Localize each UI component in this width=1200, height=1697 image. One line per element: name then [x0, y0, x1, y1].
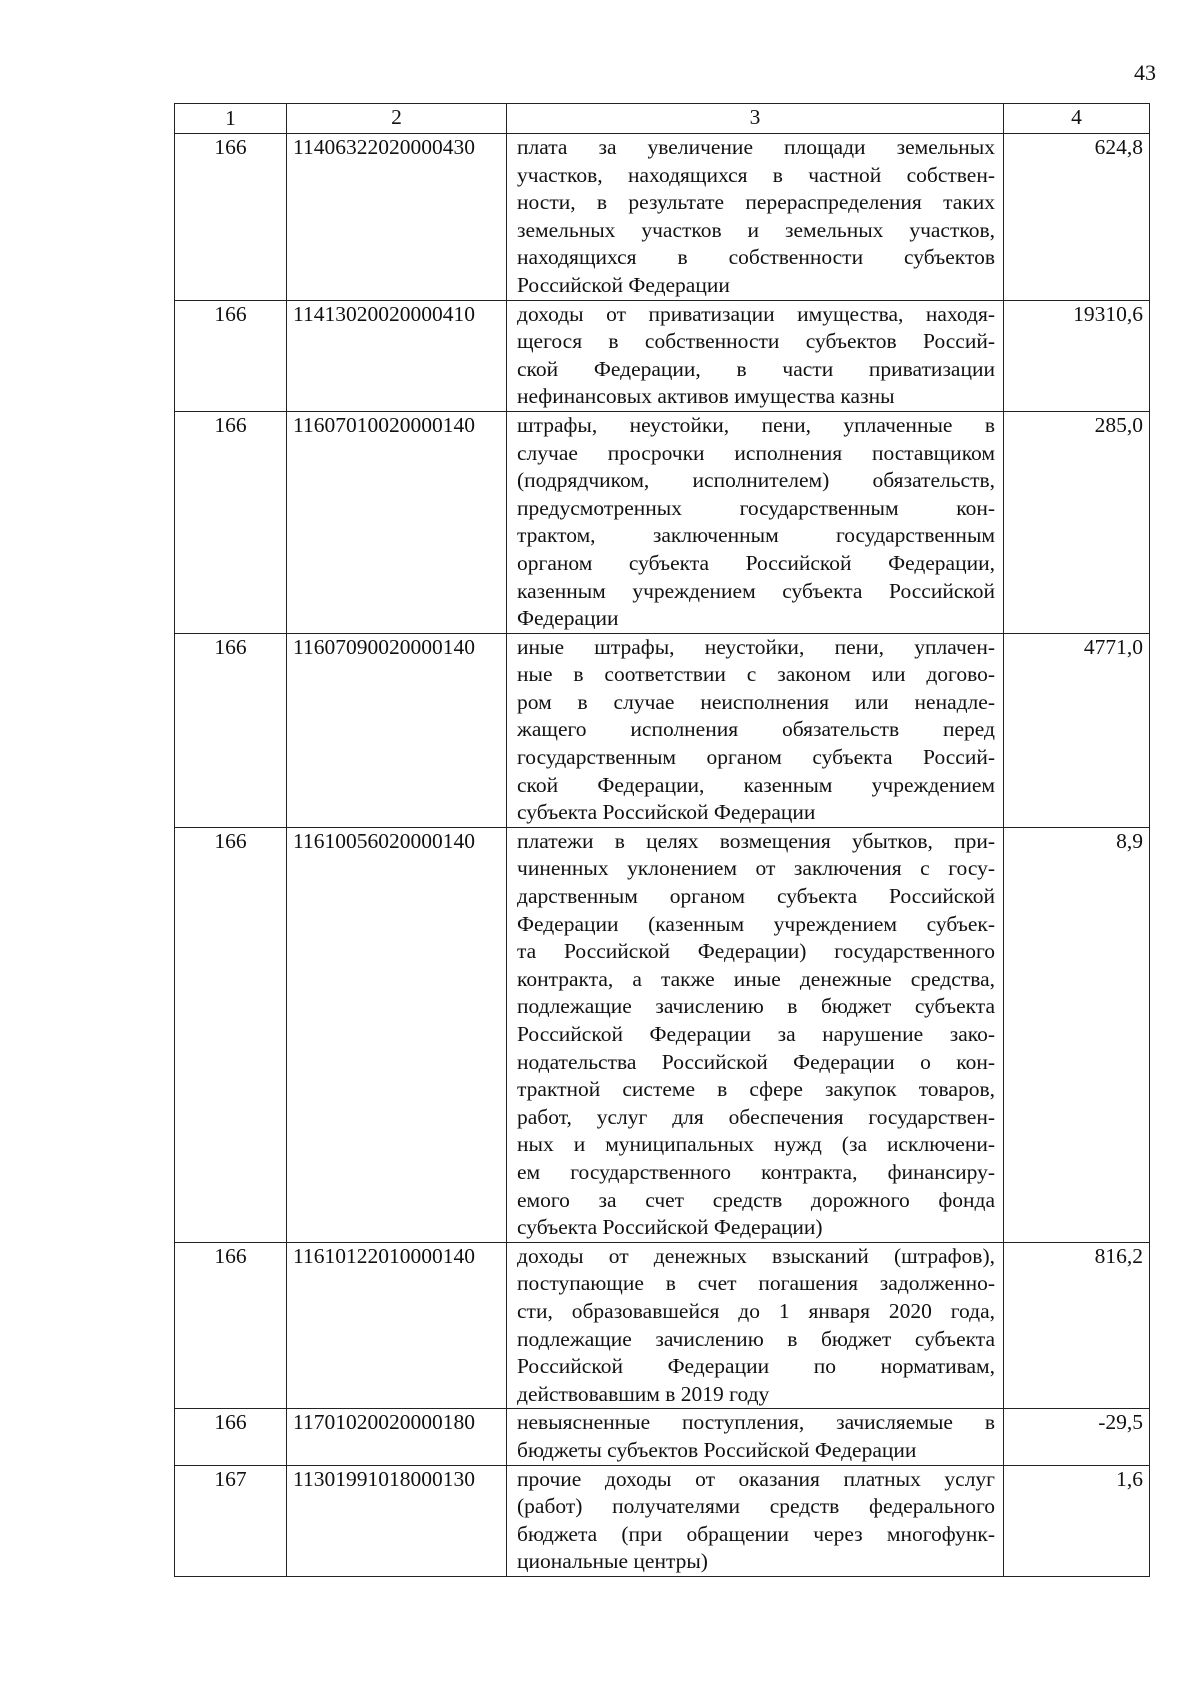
- admin-code-cell: 166: [175, 633, 287, 827]
- description-cell: [507, 411, 1004, 633]
- kbk-code-cell: 11301991018000130: [287, 1465, 507, 1576]
- description-line: щегося в собственности субъектов Россий-: [517, 329, 995, 354]
- description-line: иные штрафы, неустойки, пени, уплачен-: [517, 634, 995, 659]
- kbk-code-cell: 11610056020000140: [287, 827, 507, 1242]
- description-line: бюджеты субъектов Российской Федерации: [517, 1437, 917, 1462]
- description-line: действовавшим в 2019 году: [517, 1381, 770, 1406]
- amount-cell: 285,0: [1004, 411, 1150, 633]
- description-line: подлежащие зачислению в бюджет субъекта: [517, 994, 995, 1019]
- column-header-2: 2: [287, 104, 507, 134]
- description-line: работ, услуг для обеспечения государствен-: [517, 1104, 995, 1129]
- column-header-3: 3: [507, 104, 1004, 134]
- description-line: ные в соответствии с законом или догово-: [517, 662, 995, 687]
- description-cell: [507, 827, 1004, 1242]
- description-line: нодательства Российской Федерации о кон-: [517, 1049, 995, 1074]
- table-row: [175, 827, 1150, 1242]
- amount-cell: 19310,6: [1004, 300, 1150, 411]
- kbk-code-cell: 11607010020000140: [287, 411, 507, 633]
- table-row: [175, 411, 1150, 633]
- table-header-row: [175, 104, 1150, 134]
- amount-cell: 4771,0: [1004, 633, 1150, 827]
- kbk-code-cell: 11610122010000140: [287, 1242, 507, 1409]
- admin-code-cell: 166: [175, 1409, 287, 1465]
- kbk-code-cell: 11413020020000410: [287, 300, 507, 411]
- admin-code-cell: 166: [175, 411, 287, 633]
- description-line: земельных участков и земельных участков,: [517, 217, 995, 242]
- description-line: плата за увеличение площади земельных: [517, 135, 995, 159]
- table-row: [175, 1409, 1150, 1465]
- amount-cell: 8,9: [1004, 827, 1150, 1242]
- description-cell: [507, 300, 1004, 411]
- description-line: трактом, заключенным государственным: [517, 523, 995, 548]
- description-line: ных и муниципальных нужд (за исключени-: [517, 1132, 995, 1157]
- amount-cell: 816,2: [1004, 1242, 1150, 1409]
- description-line: субъекта Российской Федерации: [517, 800, 816, 825]
- description-line: ности, в результате перераспределения таких: [517, 190, 995, 215]
- description-line: Российской Федерации: [517, 272, 730, 297]
- description-line: казенным учреждением субъекта Российской: [517, 578, 995, 603]
- description-line: Российской Федерации по нормативам,: [517, 1354, 995, 1379]
- description-line: ской Федерации, казенным учреждением: [517, 772, 995, 797]
- kbk-code-cell: 11406322020000430: [287, 134, 507, 301]
- description-line: (подрядчиком, исполнителем) обязательств,: [517, 468, 995, 493]
- description-line: (работ) получателями средств федерального: [517, 1494, 995, 1519]
- description-line: жащего исполнения обязательств перед: [517, 717, 995, 742]
- description-line: государственным органом субъекта Россий-: [517, 745, 995, 770]
- admin-code-cell: 166: [175, 134, 287, 301]
- description-line: предусмотренных государственным кон-: [517, 495, 995, 520]
- description-line: дарственным органом субъекта Российской: [517, 884, 995, 909]
- kbk-code-cell: 11701020020000180: [287, 1409, 507, 1465]
- description-line: невыясненные поступления, зачисляемые в: [517, 1410, 995, 1435]
- description-line: контракта, а также иные денежные средства,: [517, 966, 995, 991]
- description-cell: [507, 1409, 1004, 1465]
- admin-code-cell: 166: [175, 827, 287, 1242]
- admin-code-cell: 166: [175, 1242, 287, 1409]
- description-line: штрафы, неустойки, пени, уплаченные в: [517, 412, 995, 437]
- description-cell: [507, 1242, 1004, 1409]
- column-header-1: 1: [175, 104, 287, 134]
- description-line: платежи в целях возмещения убытков, при-: [517, 828, 995, 853]
- table-row: [175, 633, 1150, 827]
- description-line: бюджета (при обращении через многофунк-: [517, 1521, 995, 1546]
- description-line: сти, образовавшейся до 1 января 2020 года,: [517, 1298, 995, 1323]
- revenue-table: [174, 103, 1150, 1577]
- description-line: поступающие в счет погашения задолженно-: [517, 1271, 995, 1296]
- description-line: Федерации: [517, 606, 619, 631]
- page-number: 43: [1134, 60, 1156, 85]
- description-line: случае просрочки исполнения поставщиком: [517, 440, 995, 465]
- description-line: участков, находящихся в частной собствен-: [517, 162, 995, 187]
- description-line: подлежащие зачислению в бюджет субъекта: [517, 1326, 995, 1351]
- description-line: субъекта Российской Федерации): [517, 1215, 823, 1240]
- amount-cell: 624,8: [1004, 134, 1150, 301]
- table-row: [175, 134, 1150, 301]
- description-line: доходы от приватизации имущества, находя-: [517, 301, 995, 326]
- description-line: Российской Федерации за нарушение зако-: [517, 1022, 995, 1046]
- description-line: трактной системе в сфере закупок товаров,: [517, 1077, 995, 1102]
- description-line: емого за счет средств дорожного фонда: [517, 1187, 995, 1212]
- description-line: ем государственного контракта, финансиру-: [517, 1159, 995, 1184]
- description-line: органом субъекта Российской Федерации,: [517, 550, 995, 575]
- description-cell: [507, 134, 1004, 301]
- description-line: прочие доходы от оказания платных услуг: [517, 1466, 995, 1491]
- description-line: находящихся в собственности субъектов: [517, 245, 995, 270]
- description-cell: [507, 633, 1004, 827]
- table-row: [175, 1242, 1150, 1409]
- kbk-code-cell: 11607090020000140: [287, 633, 507, 827]
- admin-code-cell: 167: [175, 1465, 287, 1576]
- column-header-4: 4: [1004, 104, 1150, 134]
- amount-cell: 1,6: [1004, 1465, 1150, 1576]
- description-line: чиненных уклонением от заключения с госу-: [517, 856, 995, 881]
- description-line: ром в случае неисполнения или ненадле-: [517, 689, 995, 714]
- table-row: [175, 300, 1150, 411]
- description-line: та Российской Федерации) государственного: [517, 939, 995, 964]
- amount-cell: -29,5: [1004, 1409, 1150, 1465]
- description-cell: [507, 1465, 1004, 1576]
- description-line: ской Федерации, в части приватизации: [517, 356, 995, 381]
- admin-code-cell: 166: [175, 300, 287, 411]
- table-row: [175, 1465, 1150, 1576]
- description-line: циональные центры): [517, 1549, 708, 1574]
- description-line: нефинансовых активов имущества казны: [517, 384, 895, 409]
- description-line: доходы от денежных взысканий (штрафов),: [517, 1243, 995, 1268]
- description-line: Федерации (казенным учреждением субъек-: [517, 911, 995, 936]
